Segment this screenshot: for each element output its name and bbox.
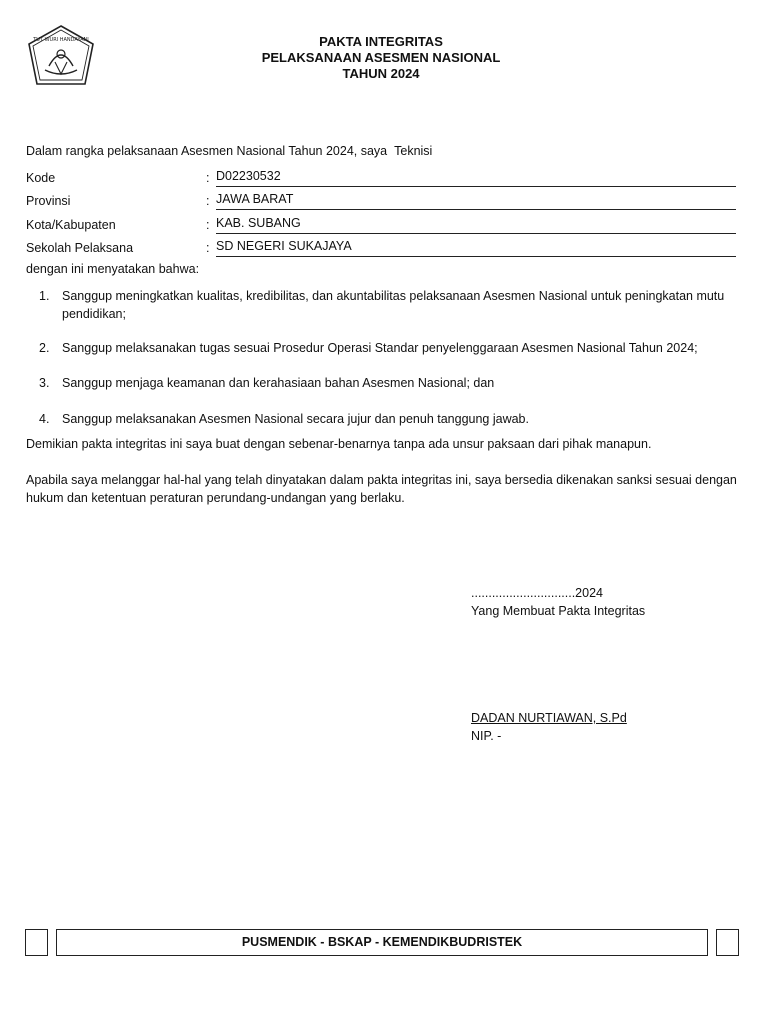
tut-wuri-handayani-logo xyxy=(25,24,97,90)
signature-caption: Yang Membuat Pakta Integritas xyxy=(471,604,646,618)
field-value: D02230532 xyxy=(216,168,736,187)
signature-date: ..............................2024 xyxy=(471,586,603,600)
closing-statement: Demikian pakta integritas ini saya buat dengan sebenar-benarnya tanpa ada unsur paksaan dari pihak manapun. xyxy=(26,437,652,451)
field-colon: : xyxy=(206,194,210,208)
field-row-provinsi xyxy=(26,191,736,211)
item-number: 1. xyxy=(39,289,50,303)
logo-motto: TUT WURI HANDAYANI xyxy=(33,37,89,43)
sanction-statement: Apabila saya melanggar hal-hal yang telah dinyatakan dalam pakta integritas ini, saya bersedia dikenakan sanksi sesuai dengan hukum dan ketentuan peraturan perundang-undangan yang berlaku. xyxy=(26,473,737,505)
footer-text: PUSMENDIK - BSKAP - KEMENDIKBUDRISTEK xyxy=(56,929,708,956)
document-subtitle: PELAKSANAAN ASESMEN NASIONAL xyxy=(261,50,501,65)
field-row-sekolah xyxy=(26,238,736,258)
footer-left-box xyxy=(25,929,48,956)
item-number: 2. xyxy=(39,341,50,355)
role-value: Teknisi xyxy=(394,144,433,158)
signer-name: DADAN NURTIAWAN, S.Pd xyxy=(471,711,627,725)
intro-text: Dalam rangka pelaksanaan Asesmen Nasional Tahun 2024, saya xyxy=(26,144,388,158)
field-value: SD NEGERI SUKAJAYA xyxy=(216,238,736,257)
item-text: Sanggup meningkatkan kualitas, kredibilitas, dan akuntabilitas pelaksanaan Asesmen Nasional untuk peningkatan mutu pendidikan; xyxy=(62,289,725,321)
field-value: JAWA BARAT xyxy=(216,191,736,210)
signer-nip: NIP. - xyxy=(471,729,502,743)
intro-statement xyxy=(26,144,432,158)
field-row-kode xyxy=(26,168,736,188)
field-label: Kode xyxy=(26,171,56,185)
item-text: Sanggup menjaga keamanan dan kerahasiaan bahan Asesmen Nasional; dan xyxy=(62,376,495,390)
item-text: Sanggup melaksanakan Asesmen Nasional secara jujur dan penuh tanggung jawab. xyxy=(62,412,529,426)
field-label: Kota/Kabupaten xyxy=(26,218,116,232)
document-year: TAHUN 2024 xyxy=(342,66,420,81)
field-colon: : xyxy=(206,171,210,185)
item-number: 3. xyxy=(39,376,50,390)
field-row-kota xyxy=(26,215,736,235)
footer-right-box xyxy=(716,929,739,956)
document-title: PAKTA INTEGRITAS xyxy=(319,34,443,49)
item-text: Sanggup melaksanakan tugas sesuai Prosedur Operasi Standar penyelenggaraan Asesmen Nasional Tahun 2024; xyxy=(62,341,698,355)
field-label: Provinsi xyxy=(26,194,71,208)
field-label: Sekolah Pelaksana xyxy=(26,241,134,255)
item-number: 4. xyxy=(39,412,50,426)
field-colon: : xyxy=(206,241,210,255)
declaration-intro: dengan ini menyatakan bahwa: xyxy=(26,262,200,276)
field-value: KAB. SUBANG xyxy=(216,215,736,234)
field-colon: : xyxy=(206,218,210,232)
